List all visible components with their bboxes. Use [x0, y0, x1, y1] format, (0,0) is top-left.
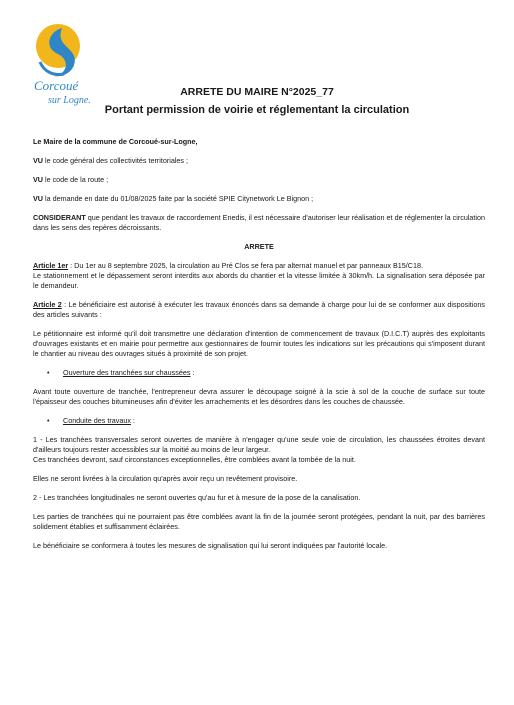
- vu-line-3: [33, 194, 485, 204]
- conduite-1: 1 - Les tranchées transversales seront ouvertes de manière à n'engager qu'une seule voie de circulation, les chaussées étroites devant d'ailleurs toujours rester accessibles sur la moitié au moins de leur largeur.: [33, 435, 485, 454]
- bullet-label: Conduite des travaux: [63, 416, 131, 425]
- logo-text-main: Corcoué: [34, 78, 79, 93]
- bullet-dot-icon: •: [47, 416, 50, 425]
- vu-line-1: [33, 156, 485, 166]
- considerant: [33, 213, 485, 233]
- conduite-5: Le bénéficiaire se conformera à toutes les mesures de signalisation qui lui seront indiquées par l'autorité locale.: [33, 541, 388, 550]
- conduite-4: Les parties de tranchées qui ne pourraient pas être comblées avant la fin de la journée seront protégées, pendant la nuit, par des barrières solidement établies et suffisamment éclairées.: [33, 512, 485, 531]
- vu-text: la demande en date du 01/08/2025 faite par la société SPIE Citynetwork Le Bignon ;: [43, 194, 314, 203]
- dict-paragraph: Le pétitionnaire est informé qu'il doit transmettre une déclaration d'intention de commencement de travaux (D.I.C.T) auprès des exploitants d'ouvrages existants et en mairie pour permettre aux gestionnaires de fournir toutes les indications sur les précautions qui s'imposent durant le chantier au niveau des ouvrages situés à proximité de son projet.: [33, 329, 485, 358]
- conduite-2: Elles ne seront livrées à la circulation qu'après avoir reçu un revêtement provisoire.: [33, 474, 298, 483]
- bullet-label: Ouverture des tranchées sur chaussées: [63, 368, 191, 377]
- arrete-heading: ARRETE: [244, 242, 274, 251]
- conduite-1b: Ces tranchées devront, sauf circonstances exceptionnelles, être comblées avant la tombée de la nuit.: [33, 455, 356, 464]
- vu-key: VU: [33, 194, 43, 203]
- document-subtitle: Portant permission de voirie et réglementant la circulation: [104, 104, 410, 116]
- article-2: [33, 300, 485, 320]
- logo-text-sub: sur Logne.: [48, 95, 91, 106]
- article-1: [33, 261, 485, 271]
- considerant-key: CONSIDERANT: [33, 213, 86, 222]
- vu-key: VU: [33, 156, 43, 165]
- vu-key: VU: [33, 175, 43, 184]
- vu-text: le code de la route ;: [43, 175, 109, 184]
- bullet-suffix: :: [190, 368, 195, 377]
- bullet-ouverture: [47, 368, 485, 378]
- article-2-text: : Le bénéficiaire est autorisé à exécuter les travaux énoncés dans sa demande à charge pour lui de se conformer aux dispositions des articles suivants :: [33, 300, 485, 319]
- considerant-text: que pendant les travaux de raccordement Enedis, il est nécessaire d'autoriser leur réalisation et de réglementer la circulation dans les sens des repères décroissants.: [33, 213, 485, 232]
- maire-line: Le Maire de la commune de Corcoué-sur-Logne,: [33, 137, 198, 146]
- bullet-conduite: [47, 416, 485, 426]
- document-title: ARRETE DU MAIRE N°2025_77: [180, 86, 334, 98]
- article-1-text: : Du 1er au 8 septembre 2025, la circulation au Pré Clos se fera par alternat manuel et par panneaux B15/C18.: [68, 261, 423, 270]
- article-2-label: Article 2: [33, 300, 62, 309]
- conduite-3: 2 - Les tranchées longitudinales ne seront ouvertes qu'au fur et à mesure de la pose de la canalisation.: [33, 493, 361, 502]
- bullet-dot-icon: •: [47, 368, 50, 377]
- vu-line-2: [33, 175, 485, 185]
- article-1-cont: Le stationnement et le dépassement seront interdits aux abords du chantier et la vitesse limitée à 30km/h. La signalisation sera déposée par le demandeur.: [33, 271, 485, 290]
- document-body: [33, 137, 485, 560]
- bullet-suffix: :: [130, 416, 135, 425]
- vu-text: le code général des collectivités territoriales ;: [43, 156, 189, 165]
- article-1-label: Article 1er: [33, 261, 69, 270]
- ouverture-paragraph: Avant toute ouverture de tranchée, l'entrepreneur devra assurer le découpage soigné à la scie à sol de la couche de surface sur toute l'épaisseur des couches bitumineuses afin d'éviter les arrachements et les désordres dans les couches de chaussée.: [33, 387, 485, 406]
